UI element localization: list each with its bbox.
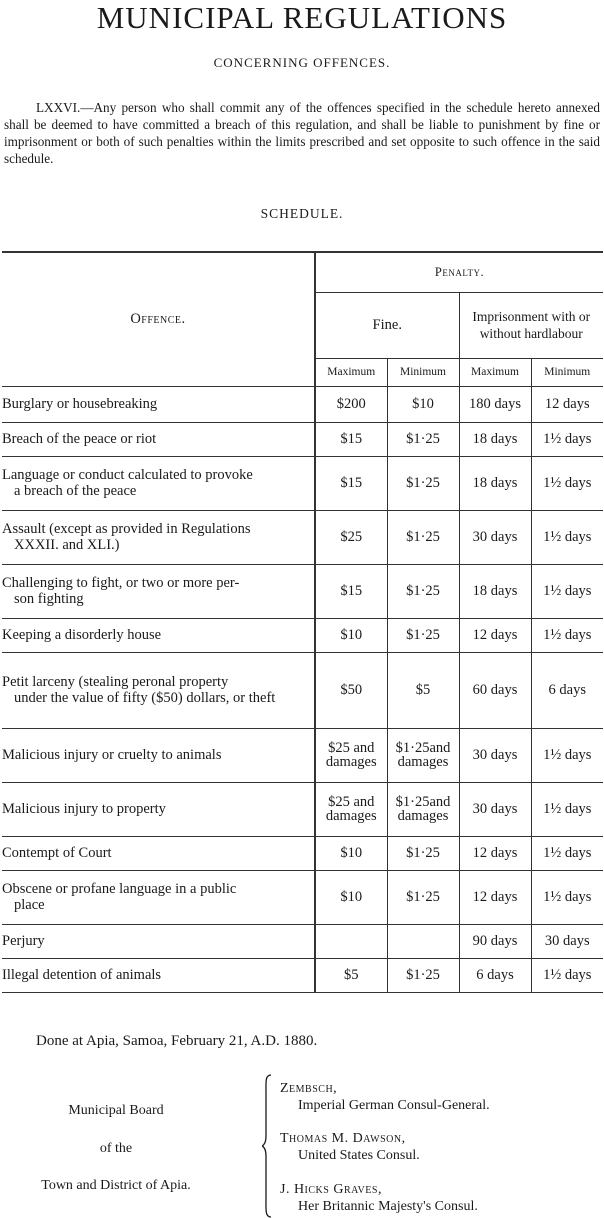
fine-max-cell: [315, 924, 387, 958]
fine-min-cell: $1·25and damages: [387, 782, 459, 836]
regulation-paragraph: LXXVI.—Any person who shall commit any of the offences specified in the schedule hereto annexed shall be deemed to have committed a breach of this regulation, and shall be liable to punishment by fine or imprisonment or both of such penalties within the limits prescribed and set opposite to such offence in the said schedule.: [4, 100, 600, 166]
fine-min-cell: $1·25: [387, 456, 459, 510]
table-row: [2, 836, 603, 870]
offence-cell: Assault (except as provided in Regulations XXXII. and XLI.): [2, 510, 315, 564]
imp-min-header: Minimum: [531, 358, 603, 386]
signatory-2: Thomas M. Dawson, United States Consul.: [280, 1131, 420, 1163]
offence-cell: Perjury: [2, 924, 315, 958]
imp-min-cell: 1½ days: [531, 958, 603, 992]
imp-max-cell: 30 days: [459, 510, 531, 564]
fine-max-cell: $25 and damages: [315, 728, 387, 782]
offence-cell: Illegal detention of animals: [2, 958, 315, 992]
imp-max-cell: 180 days: [459, 386, 531, 422]
imp-max-cell: 30 days: [459, 728, 531, 782]
fine-min-cell: $1·25: [387, 422, 459, 456]
table-row: [2, 870, 603, 924]
fine-min-cell: $1·25: [387, 870, 459, 924]
fine-min-cell: $1·25: [387, 836, 459, 870]
offence-cell: Burglary or housebreaking: [2, 386, 315, 422]
fine-max-cell: $5: [315, 958, 387, 992]
imp-min-cell: 1½ days: [531, 510, 603, 564]
table-row: [2, 564, 603, 618]
imp-min-cell: 1½ days: [531, 836, 603, 870]
offence-cell: Keeping a disorderly house: [2, 618, 315, 652]
table-row: [2, 652, 603, 728]
fine-max-cell: $10: [315, 836, 387, 870]
board-line-2: of the: [99, 1141, 133, 1156]
table-row: [2, 728, 603, 782]
table-row: [2, 782, 603, 836]
fine-min-cell: [387, 924, 459, 958]
imp-min-cell: 1½ days: [531, 728, 603, 782]
imp-max-cell: 60 days: [459, 652, 531, 728]
fine-min-cell: $10: [387, 386, 459, 422]
fine-header: Fine.: [315, 292, 459, 358]
done-at-line: Done at Apia, Samoa, February 21, A.D. 1880.: [36, 1033, 318, 1049]
imp-max-cell: 18 days: [459, 564, 531, 618]
offence-cell: Contempt of Court: [2, 836, 315, 870]
offence-cell: Malicious injury to property: [2, 782, 315, 836]
offence-cell: Challenging to fight, or two or more per- son fighting: [2, 564, 315, 618]
fine-max-cell: $25 and damages: [315, 782, 387, 836]
imp-max-cell: 6 days: [459, 958, 531, 992]
schedule-table: [2, 251, 603, 993]
fine-min-cell: $1·25: [387, 510, 459, 564]
fine-min-cell: $1·25: [387, 564, 459, 618]
imp-max-cell: 12 days: [459, 870, 531, 924]
imp-min-cell: 6 days: [531, 652, 603, 728]
imp-min-cell: 1½ days: [531, 782, 603, 836]
offence-cell: Breach of the peace or riot: [2, 422, 315, 456]
imp-max-cell: 12 days: [459, 618, 531, 652]
fine-max-cell: $50: [315, 652, 387, 728]
imp-min-cell: 1½ days: [531, 618, 603, 652]
table-row: [2, 422, 603, 456]
fine-max-header: Maximum: [315, 358, 387, 386]
fine-max-cell: $10: [315, 870, 387, 924]
document-title: MUNICIPAL REGULATIONS: [96, 0, 508, 35]
table-row: [2, 456, 603, 510]
fine-max-cell: $15: [315, 564, 387, 618]
fine-max-cell: $15: [315, 456, 387, 510]
offence-cell: Malicious injury or cruelty to animals: [2, 728, 315, 782]
imp-max-cell: 12 days: [459, 836, 531, 870]
imp-min-cell: 1½ days: [531, 564, 603, 618]
table-row: [2, 924, 603, 958]
signatory-3: J. Hicks Graves, Her Britannic Majesty's Consul.: [280, 1182, 478, 1214]
imprisonment-header: Imprisonment with or without hardlabour: [459, 292, 603, 358]
imp-max-cell: 90 days: [459, 924, 531, 958]
imp-min-cell: 1½ days: [531, 422, 603, 456]
schedule-title: SCHEDULE.: [260, 206, 344, 221]
fine-min-header: Minimum: [387, 358, 459, 386]
penalty-header: Penalty.: [315, 252, 603, 292]
table-row: [2, 618, 603, 652]
imp-max-header: Maximum: [459, 358, 531, 386]
offence-cell: Petit larceny (stealing peronal property under the value of fifty ($50) dollars, or theft: [2, 652, 315, 728]
offence-cell: Language or conduct calculated to provoke a breach of the peace: [2, 456, 315, 510]
table-row: [2, 958, 603, 992]
imp-min-cell: 12 days: [531, 386, 603, 422]
document-subtitle: CONCERNING OFFENCES.: [213, 55, 391, 70]
imp-max-cell: 30 days: [459, 782, 531, 836]
fine-max-cell: $200: [315, 386, 387, 422]
fine-max-cell: $15: [315, 422, 387, 456]
imp-min-cell: 30 days: [531, 924, 603, 958]
board-line-3: Town and District of Apia.: [41, 1178, 191, 1193]
offence-cell: Obscene or profane language in a public place: [2, 870, 315, 924]
fine-max-cell: $10: [315, 618, 387, 652]
offence-header: Offence.: [2, 252, 315, 386]
fine-min-cell: $1·25: [387, 958, 459, 992]
fine-min-cell: $5: [387, 652, 459, 728]
fine-min-cell: $1·25: [387, 618, 459, 652]
imp-max-cell: 18 days: [459, 422, 531, 456]
imp-max-cell: 18 days: [459, 456, 531, 510]
table-row: [2, 386, 603, 422]
fine-max-cell: $25: [315, 510, 387, 564]
imp-min-cell: 1½ days: [531, 456, 603, 510]
fine-min-cell: $1·25and damages: [387, 728, 459, 782]
signatory-1: Zembsch, Imperial German Consul-General.: [280, 1081, 490, 1113]
curly-brace-icon: [262, 1074, 272, 1218]
imp-min-cell: 1½ days: [531, 870, 603, 924]
board-line-1: Municipal Board: [68, 1103, 164, 1118]
table-row: [2, 510, 603, 564]
